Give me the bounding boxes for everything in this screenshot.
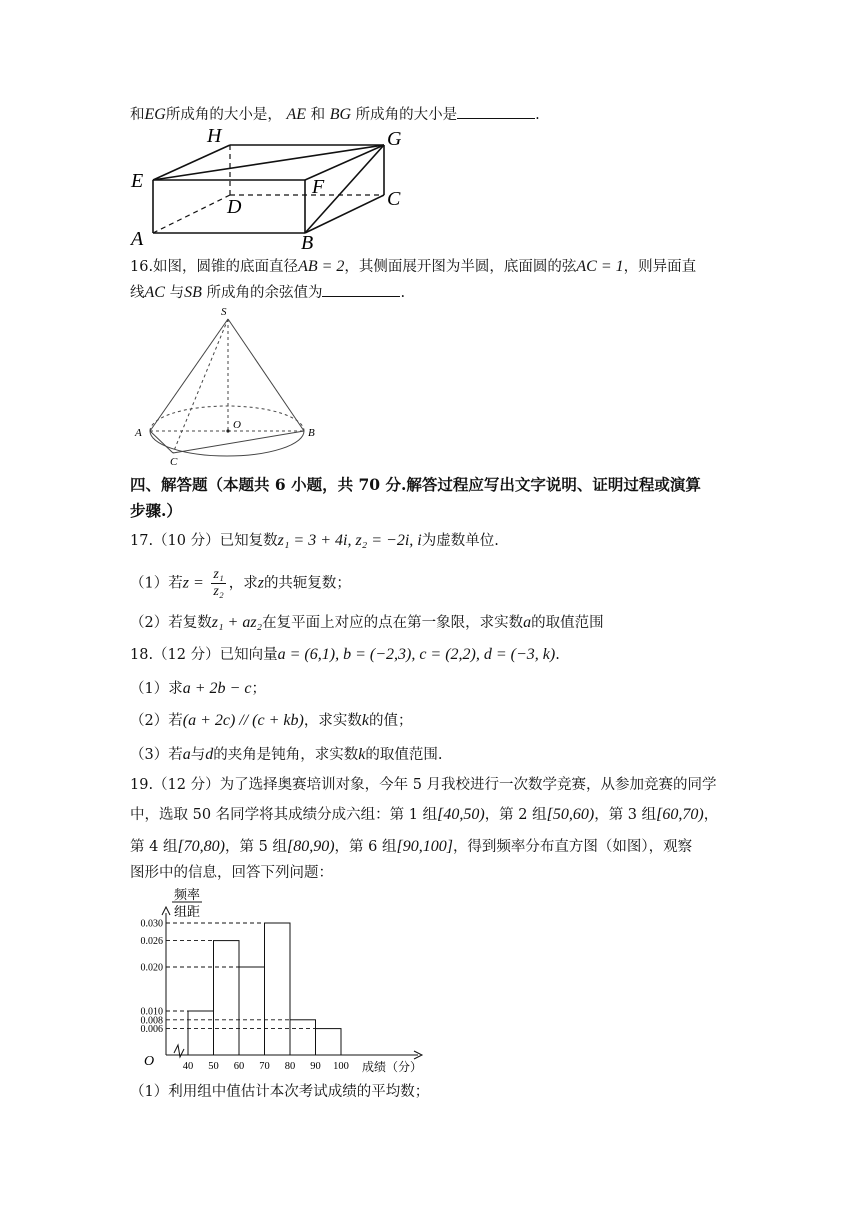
q18-part3: （3）若a与d的夹角是钝角，求实数k的取值范围. bbox=[130, 746, 443, 763]
cone-figure bbox=[130, 303, 330, 468]
x-tick-label: 60 bbox=[233, 1061, 245, 1072]
q17-part1: （1）若z = $\frac{\text{z₁}}{\text{z₂}}$ ，求z的共轭复数； bbox=[130, 567, 351, 599]
origin-label: O bbox=[144, 1054, 155, 1069]
y-tick-label: 0.010 bbox=[140, 1006, 163, 1018]
q19-line2: 中，选取 50 名同学将其成绩分成六组：第 1 组[40,50)，第 2 组[50,60)，第 3 组[60,70)， bbox=[130, 806, 719, 823]
section-heading: 四、解答题（本题共 6 小题，共 70 分.解答过程应写出文字说明、证明过程或演算 bbox=[130, 475, 701, 494]
q19-part1: （1）利用组中值估计本次考试成绩的平均数； bbox=[130, 1084, 430, 1100]
y-tick-label: 0.008 bbox=[140, 1015, 163, 1027]
label-S: S bbox=[221, 306, 227, 318]
histogram-bar bbox=[316, 1029, 342, 1055]
label-D: D bbox=[227, 196, 242, 218]
q19-line1: 19.（12 分）为了选择奥赛培训对象，今年 5 月我校进行一次数学竞赛，从参加竞赛的同学 bbox=[130, 777, 717, 793]
label-G: G bbox=[387, 128, 402, 150]
cuboid-figure bbox=[125, 125, 425, 250]
q17-head: 17.（10 分）已知复数z₁ = 3 + 4i, z₂ = −2i, i为虚数单位. bbox=[130, 532, 499, 549]
label-B: B bbox=[308, 427, 315, 439]
frequency-histogram bbox=[128, 885, 438, 1075]
histogram-bar bbox=[265, 923, 291, 1055]
q18-head: 18.（12 分）已知向量a = (6,1), b = (−2,3), c = (2,2), d = (−3, k). bbox=[130, 646, 560, 663]
label-E: E bbox=[131, 170, 144, 192]
math-EG: EG bbox=[144, 106, 166, 123]
q15-tail: 和EG所成角的大小是， AE 和 BG 所成角的大小是 . bbox=[130, 106, 540, 123]
answer-blank bbox=[457, 104, 535, 119]
answer-blank bbox=[322, 282, 400, 297]
x-tick-label: 90 bbox=[310, 1061, 321, 1072]
label-O: O bbox=[233, 419, 241, 431]
q18-part1: （1）求a + 2b − c； bbox=[130, 680, 266, 697]
y-tick-label: 0.006 bbox=[140, 1024, 163, 1036]
label-C: C bbox=[170, 456, 178, 468]
math-AB: AB = 2 bbox=[298, 258, 345, 275]
section-heading-cont: 步骤.） bbox=[130, 501, 182, 520]
y-tick-label: 0.030 bbox=[140, 918, 163, 930]
y-tick-label: 0.020 bbox=[140, 962, 163, 974]
label-C: C bbox=[387, 188, 401, 210]
math-BG: BG bbox=[329, 106, 352, 123]
q16-line2: 线AC 与SB 所成角的余弦值为 . bbox=[130, 284, 406, 301]
ylabel-bottom: 组距 bbox=[174, 904, 201, 919]
xlabel: 成绩（分） bbox=[362, 1060, 423, 1074]
q19-line3: 第 4 组[70,80)，第 5 组[80,90)，第 6 组[90,100]，得到频率分布直方图（如图），观察 bbox=[130, 838, 693, 855]
q18-part2: （2）若(a + 2c) // (c + kb)，求实数k的值； bbox=[130, 712, 413, 729]
math-AE: AE bbox=[286, 106, 306, 123]
label-A: A bbox=[131, 228, 144, 250]
label-H: H bbox=[207, 125, 222, 147]
q19-line4: 图形中的信息，回答下列问题： bbox=[130, 865, 333, 881]
x-tick-label: 50 bbox=[208, 1061, 219, 1072]
histogram-bar bbox=[214, 941, 240, 1055]
label-A: A bbox=[135, 427, 142, 439]
y-tick-label: 0.026 bbox=[140, 936, 163, 948]
x-tick-label: 80 bbox=[284, 1061, 296, 1072]
q17-part2: （2）若复数z₁ + az₂在复平面上对应的点在第一象限，求实数a的取值范围 bbox=[130, 614, 604, 631]
ylabel-top: 频率 bbox=[174, 887, 201, 902]
x-tick-label: 70 bbox=[259, 1061, 270, 1072]
math-AC: AC = 1 bbox=[576, 258, 624, 275]
x-tick-label: 40 bbox=[182, 1061, 194, 1072]
label-F: F bbox=[312, 176, 325, 198]
histogram-bar bbox=[188, 1011, 214, 1055]
fraction: $\frac{\text{z₁}}{\text{z₂}}$ bbox=[213, 567, 224, 599]
x-tick-label: 100 bbox=[333, 1061, 349, 1072]
label-B: B bbox=[301, 232, 314, 250]
histogram-bar bbox=[239, 967, 265, 1055]
q16-line1: 16.如图，圆锥的底面直径AB = 2，其侧面展开图为半圆，底面圆的弦AC = 1，则异面直 bbox=[130, 258, 697, 275]
histogram-bar bbox=[290, 1020, 316, 1055]
